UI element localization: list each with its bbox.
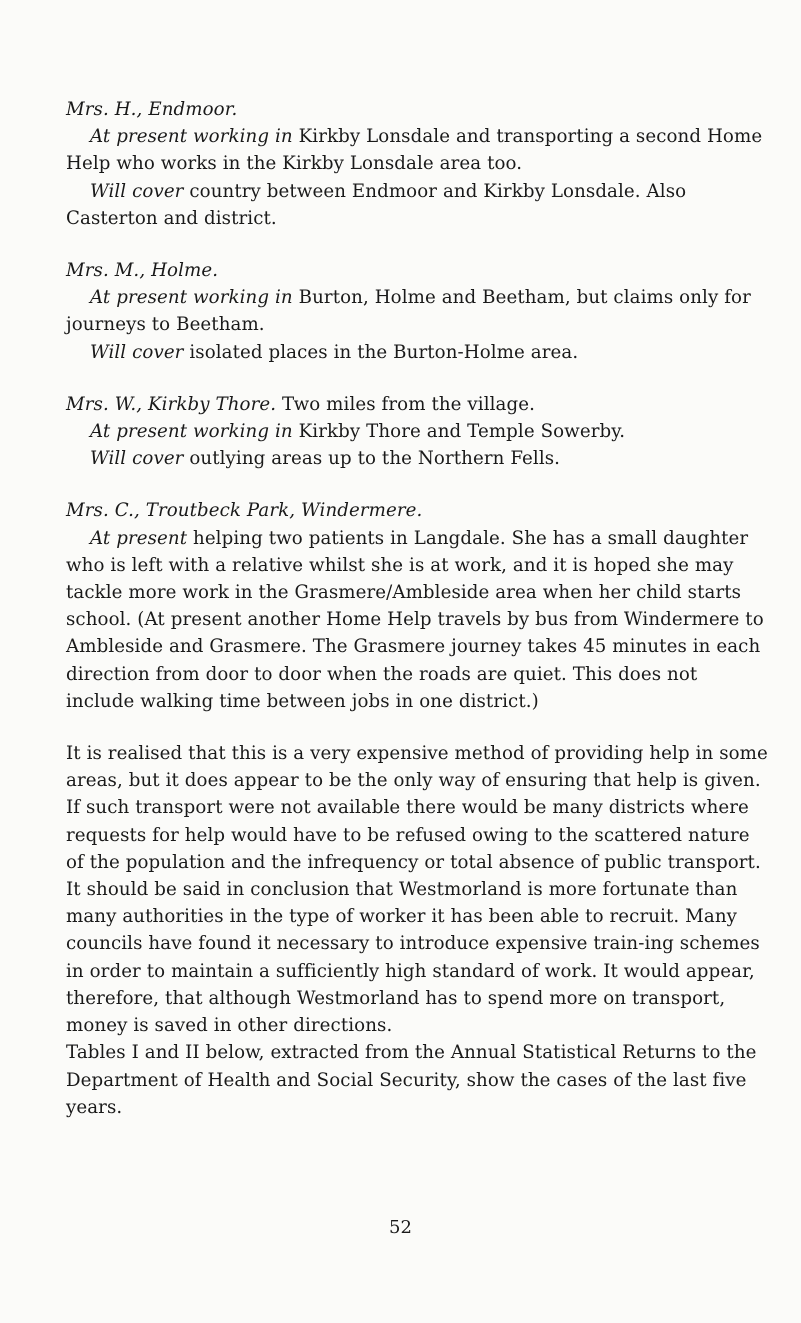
entry-line-text: Kirkby Lonsdale and transporting a second Home Help who works in the Kirkby Lonsdale area too.: [66, 126, 763, 175]
entry-heading: [66, 391, 770, 418]
entry-line-lead: At present working in: [90, 126, 293, 148]
entry-line-text: Kirkby Thore and Temple Sowerby.: [292, 421, 626, 443]
entry-kirkby-thore: [66, 391, 770, 473]
entry-line-lead: Will cover: [90, 180, 184, 202]
entry-heading-name: Mrs. M., Holme.: [66, 260, 219, 282]
entry-line: [66, 123, 770, 177]
entry-endmoor: [66, 96, 770, 232]
entry-holme: [66, 257, 770, 366]
entry-line-lead: Will cover: [90, 448, 184, 470]
entry-heading: [66, 497, 770, 524]
closing-section: [66, 740, 770, 1121]
entry-troutbeck: [66, 497, 770, 715]
entry-line: [66, 284, 770, 338]
entry-line-lead: At present working in: [90, 421, 293, 443]
entry-line: [66, 178, 770, 232]
entry-line: [66, 525, 770, 715]
entry-line-text: helping two patients in Langdale. She has a small daughter who is left with a relative whilst she is at work, and it is hoped she may tackle more work in the Grasmere/Ambleside area when her child starts school. (At present another Home Help travels by bus from Windermere to Ambleside and Grasmere. The Grasmere journey takes 45 minutes in each direction from door to door when the roads are quiet. This does not include walking time between jobs in one district.): [66, 527, 764, 712]
entry-line: [66, 445, 770, 472]
entry-line-text: outlying areas up to the Northern Fells.: [183, 448, 561, 470]
entry-heading-note: Two miles from the village.: [276, 393, 535, 415]
entry-heading: [66, 257, 770, 284]
entry-line-text: Burton, Holme and Beetham, but claims only for journeys to Beetham.: [66, 287, 751, 336]
entry-line: [66, 339, 770, 366]
entry-heading-name: Mrs. H., Endmoor.: [66, 99, 238, 120]
entry-line: [66, 418, 770, 445]
page-number: 52: [389, 1217, 412, 1238]
entry-line-lead: At present working in: [90, 287, 293, 309]
entry-heading-name: Mrs. W., Kirkby Thore.: [66, 393, 277, 415]
closing-paragraph: It is realised that this is a very expensive method of providing help in some areas, but it does appear to be the only way of ensuring that help is given. If such transport were not available there would be many districts where requests for help would have to be refused owing to the scattered nature of the population and the infrequency or total absence of public transport.: [66, 743, 768, 873]
entry-line-lead: At present: [90, 527, 188, 549]
closing-paragraph: Tables I and II below, extracted from the Annual Statistical Returns to the Department of Health and Social Security, show the cases of the last five years.: [66, 1042, 757, 1118]
entry-heading: [66, 96, 770, 123]
closing-paragraph: It should be said in conclusion that Westmorland is more fortunate than many authorities in the type of worker it has been able to recruit. Many councils have found it necessary to introduce expensive train-ing schemes in order to maintain a sufficiently high standard of work. It would appear, therefore, that although Westmorland has to spend more on transport, money is saved in other directions.: [66, 879, 760, 1037]
entry-line-lead: Will cover: [90, 341, 184, 363]
entry-line-text: country between Endmoor and Kirkby Lonsdale. Also Casterton and district.: [66, 180, 687, 229]
document-page: [66, 96, 770, 1121]
entry-heading-name: Mrs. C., Troutbeck Park, Windermere.: [66, 500, 423, 522]
entry-line-text: isolated places in the Burton-Holme area.: [183, 341, 579, 363]
